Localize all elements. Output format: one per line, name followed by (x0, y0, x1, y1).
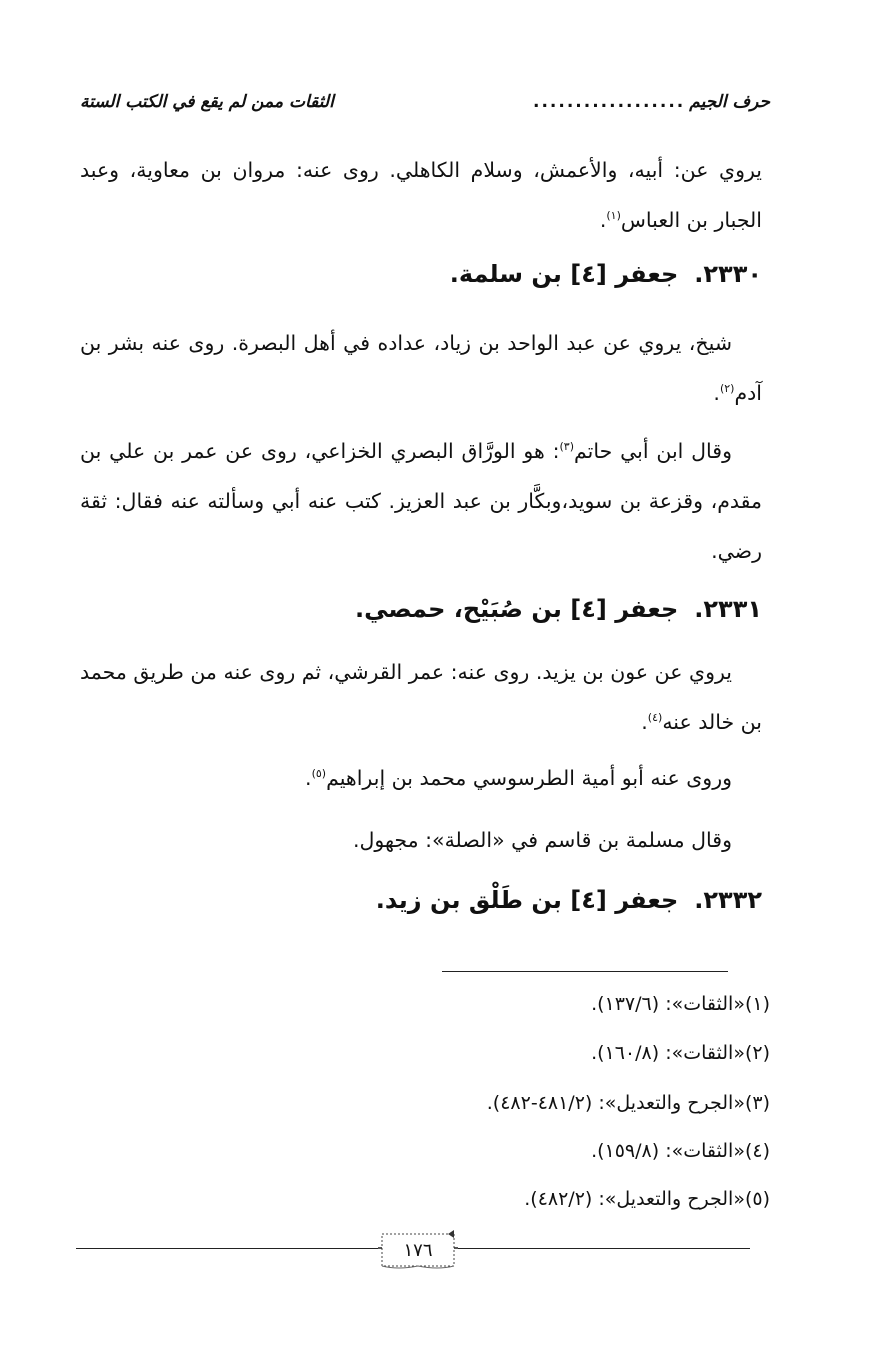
paragraph-text: وروى عنه أبو أمية الطرسوسي محمد بن إبراهيم (326, 766, 732, 790)
paragraph-ibn-abi-hatim (80, 426, 762, 576)
footnote-ref[interactable]: (٥) (311, 767, 327, 781)
paragraph-awn (80, 647, 762, 747)
footnote-ref[interactable]: (٤) (647, 711, 663, 725)
chapter-title: حرف الجيم (689, 92, 770, 112)
footnote-separator (442, 971, 728, 972)
footnote-item: (٣)«الجرح والتعديل»: (٤٨١/٢-٤٨٢). (486, 1092, 770, 1114)
entry-number: ٢٣٣٠. (694, 260, 762, 288)
paragraph-text: : هو الورَّاق البصري الخزاعي، روى عن عمر بن علي بن مقدم، وقزعة بن سويد،وبكَّار بن عبد العزيز. كتب عنه أبي وسألته عنه فقال: ثقة رضي. (80, 439, 762, 563)
footnote-item: (١)«الثقات»: (١٣٧/٦). (591, 993, 770, 1015)
footnote-ref[interactable]: (١) (606, 209, 621, 223)
entry-heading-2331 (80, 589, 762, 629)
entry-title: جعفر [٤] بن طَلْق بن زيد. (375, 886, 679, 914)
paragraph-text: شيخ، يروي عن عبد الواحد بن زياد، عداده في أهل البصرة. روى عنه بشر بن آدم (80, 331, 762, 405)
footnote-ref[interactable]: (٢) (719, 382, 735, 396)
paragraph-text: وقال مسلمة بن قاسم في «الصلة»: مجهول. (352, 828, 732, 852)
book-title: الثقات ممن لم يقع في الكتب الستة (80, 92, 334, 112)
paragraph-end: . (641, 710, 648, 734)
paragraph-narrators (80, 145, 762, 245)
footnote-item: (٤)«الثقات»: (١٥٩/٨). (591, 1140, 770, 1162)
entry-number: ٢٣٣١. (694, 595, 762, 623)
entry-heading-2330 (80, 254, 762, 294)
entry-number: ٢٣٣٢. (694, 886, 762, 914)
paragraph-text: يروي عن: أبيه، والأعمش، وسلام الكاهلي. روى عنه: مروان بن معاوية، وعبد الجبار بن العباس (80, 158, 762, 232)
paragraph-text: يروي عن عون بن يزيد. روى عنه: عمر القرشي، ثم روى عنه من طريق محمد بن خالد عنه (80, 660, 762, 734)
footnote-item: (٥)«الجرح والتعديل»: (٤٨٢/٢). (524, 1188, 770, 1210)
paragraph-text: وقال ابن أبي حاتم (574, 439, 733, 463)
running-header (80, 86, 770, 118)
footnote-item: (٢)«الثقات»: (١٦٠/٨). (591, 1042, 770, 1064)
footnote-ref[interactable]: (٣) (559, 440, 575, 454)
paragraph-abu-umayya (80, 753, 762, 803)
paragraph-sheikh (80, 318, 762, 418)
page-number-ornament (378, 1228, 458, 1272)
paragraph-maslama (80, 815, 762, 865)
page-number: ١٧٦ (403, 1239, 433, 1261)
paragraph-end: . (305, 766, 312, 790)
paragraph-end: . (713, 381, 720, 405)
header-leader-dots: .................. (533, 92, 686, 112)
paragraph-end: . (599, 208, 607, 232)
entry-heading-2332 (80, 880, 762, 920)
folio-rule-left (76, 1248, 378, 1249)
entry-title: جعفر [٤] بن صُبَيْح، حمصي. (354, 595, 679, 623)
folio-rule-right (458, 1248, 750, 1249)
entry-title: جعفر [٤] بن سلمة. (449, 260, 679, 288)
